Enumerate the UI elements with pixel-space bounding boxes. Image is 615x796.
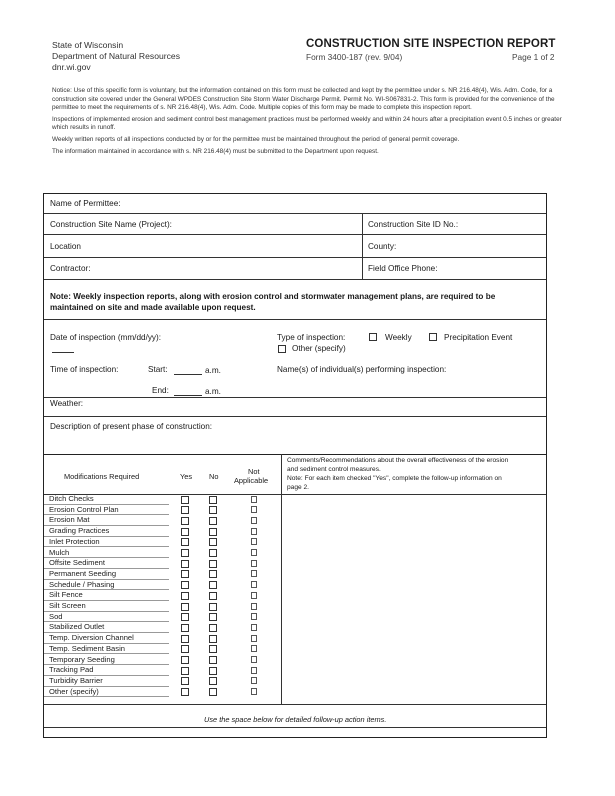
end-time-input-line[interactable] bbox=[174, 395, 202, 396]
no-checkbox[interactable] bbox=[209, 656, 217, 664]
not-applicable-checkbox[interactable] bbox=[251, 560, 257, 567]
divider bbox=[44, 454, 546, 455]
not-applicable-checkbox[interactable] bbox=[251, 603, 257, 610]
not-applicable-checkbox[interactable] bbox=[251, 592, 257, 599]
not-applicable-checkbox[interactable] bbox=[251, 613, 257, 620]
modification-label: Offsite Sediment bbox=[49, 558, 105, 568]
not-applicable-checkbox[interactable] bbox=[251, 656, 257, 663]
table-row bbox=[44, 526, 281, 537]
notices-block bbox=[52, 87, 562, 159]
not-applicable-checkbox[interactable] bbox=[251, 635, 257, 642]
end-am-label: a.m. bbox=[205, 387, 221, 396]
not-applicable-checkbox[interactable] bbox=[251, 538, 257, 545]
row-underline bbox=[44, 696, 169, 697]
yes-checkbox[interactable] bbox=[181, 603, 189, 611]
modifications-table-body bbox=[44, 494, 281, 704]
end-label: End: bbox=[152, 386, 169, 395]
no-checkbox[interactable] bbox=[209, 517, 217, 525]
weather-label: Weather: bbox=[50, 399, 84, 408]
no-checkbox[interactable] bbox=[209, 688, 217, 696]
modification-label: Turbidity Barrier bbox=[49, 675, 103, 685]
divider bbox=[44, 704, 546, 705]
other-type-label: Other (specify) bbox=[292, 344, 346, 353]
yes-checkbox[interactable] bbox=[181, 688, 189, 696]
modification-label: Mulch bbox=[49, 547, 70, 557]
col-na-header-line1: Not bbox=[248, 467, 260, 476]
inspection-type-label: Type of inspection: bbox=[277, 333, 346, 342]
no-checkbox[interactable] bbox=[209, 624, 217, 632]
yes-checkbox[interactable] bbox=[181, 645, 189, 653]
col-yes-header: Yes bbox=[180, 472, 193, 481]
divider bbox=[44, 397, 546, 398]
no-checkbox[interactable] bbox=[209, 677, 217, 685]
page-indicator: Page 1 of 2 bbox=[512, 52, 555, 62]
no-checkbox[interactable] bbox=[209, 645, 217, 653]
yes-checkbox[interactable] bbox=[181, 635, 189, 643]
modification-label: Inlet Protection bbox=[49, 536, 100, 546]
date-label: Date of inspection (mm/dd/yy): bbox=[50, 333, 162, 342]
followup-instruction: Use the space below for detailed follow-up action items. bbox=[204, 715, 387, 724]
divider bbox=[44, 234, 546, 235]
contractor-label: Contractor: bbox=[50, 264, 91, 273]
no-checkbox[interactable] bbox=[209, 635, 217, 643]
table-row bbox=[44, 612, 281, 623]
yes-checkbox[interactable] bbox=[181, 538, 189, 546]
modification-label: Temporary Seeding bbox=[49, 654, 115, 664]
modification-label: Silt Fence bbox=[49, 590, 83, 600]
table-row bbox=[44, 676, 281, 687]
inspector-names-label: Name(s) of individual(s) performing inspection: bbox=[277, 365, 447, 374]
page-title: CONSTRUCTION SITE INSPECTION REPORT bbox=[306, 38, 556, 50]
field-office-phone-label: Field Office Phone: bbox=[368, 264, 438, 273]
modification-label: Other (specify) bbox=[49, 686, 99, 696]
yes-checkbox[interactable] bbox=[181, 581, 189, 589]
not-applicable-checkbox[interactable] bbox=[251, 667, 257, 674]
yes-checkbox[interactable] bbox=[181, 613, 189, 621]
yes-checkbox[interactable] bbox=[181, 570, 189, 578]
yes-checkbox[interactable] bbox=[181, 560, 189, 568]
yes-checkbox[interactable] bbox=[181, 549, 189, 557]
start-am-label: a.m. bbox=[205, 366, 221, 375]
no-checkbox[interactable] bbox=[209, 592, 217, 600]
weekly-checkbox[interactable] bbox=[369, 333, 377, 341]
table-row bbox=[44, 505, 281, 516]
table-row bbox=[44, 601, 281, 612]
not-applicable-checkbox[interactable] bbox=[251, 570, 257, 577]
col-na-header-line2: Applicable bbox=[234, 476, 269, 485]
not-applicable-checkbox[interactable] bbox=[251, 517, 257, 524]
yes-checkbox[interactable] bbox=[181, 677, 189, 685]
divider bbox=[362, 213, 363, 279]
modification-label: Ditch Checks bbox=[49, 494, 94, 503]
precipitation-event-label: Precipitation Event bbox=[444, 333, 513, 342]
not-applicable-checkbox[interactable] bbox=[251, 496, 257, 503]
modification-label: Temp. Sediment Basin bbox=[49, 643, 125, 653]
note-line-1: Note: Weekly inspection reports, along with erosion control and stormwater management plans, are required to be bbox=[50, 292, 496, 301]
no-checkbox[interactable] bbox=[209, 528, 217, 536]
table-row bbox=[44, 655, 281, 666]
table-row bbox=[44, 590, 281, 601]
yes-checkbox[interactable] bbox=[181, 667, 189, 675]
start-time-input-line[interactable] bbox=[174, 374, 202, 375]
modification-label: Permanent Seeding bbox=[49, 568, 117, 578]
no-checkbox[interactable] bbox=[209, 549, 217, 557]
divider bbox=[44, 257, 546, 258]
agency-department: Department of Natural Resources bbox=[52, 51, 181, 61]
table-row bbox=[44, 494, 281, 505]
not-applicable-checkbox[interactable] bbox=[251, 528, 257, 535]
comments-column-divider bbox=[281, 454, 282, 704]
description-label: Description of present phase of construction: bbox=[50, 422, 213, 431]
table-row bbox=[44, 665, 281, 676]
no-checkbox[interactable] bbox=[209, 581, 217, 589]
yes-checkbox[interactable] bbox=[181, 656, 189, 664]
not-applicable-checkbox[interactable] bbox=[251, 506, 257, 513]
table-row bbox=[44, 580, 281, 591]
not-applicable-checkbox[interactable] bbox=[251, 549, 257, 556]
table-row bbox=[44, 558, 281, 569]
divider bbox=[44, 319, 546, 320]
yes-checkbox[interactable] bbox=[181, 506, 189, 514]
county-label: County: bbox=[368, 242, 397, 251]
modification-label: Erosion Control Plan bbox=[49, 504, 119, 514]
yes-checkbox[interactable] bbox=[181, 517, 189, 525]
no-checkbox[interactable] bbox=[209, 496, 217, 504]
divider bbox=[44, 416, 546, 417]
modification-label: Sod bbox=[49, 611, 63, 621]
table-row bbox=[44, 633, 281, 644]
agency-block bbox=[52, 40, 180, 73]
not-applicable-checkbox[interactable] bbox=[251, 677, 257, 684]
weekly-label: Weekly bbox=[385, 333, 412, 342]
modification-label: Temp. Diversion Channel bbox=[49, 633, 134, 643]
site-name-label: Construction Site Name (Project): bbox=[50, 220, 172, 229]
table-row bbox=[44, 548, 281, 559]
comments-header-line3: Note: For each item checked "Yes", complete the follow-up information on bbox=[287, 475, 502, 482]
col-modifications-header: Modifications Required bbox=[64, 472, 140, 481]
precipitation-event-checkbox[interactable] bbox=[429, 333, 437, 341]
date-input-line[interactable] bbox=[52, 352, 74, 353]
divider bbox=[44, 213, 546, 214]
table-row bbox=[44, 537, 281, 548]
comments-header-line2: and sediment control measures. bbox=[287, 466, 381, 473]
divider bbox=[44, 279, 546, 280]
notice-paragraph: The information maintained in accordance with s. NR 216.48(4) must be submitted to the Department upon request. bbox=[52, 147, 379, 155]
not-applicable-checkbox[interactable] bbox=[251, 581, 257, 588]
no-checkbox[interactable] bbox=[209, 538, 217, 546]
yes-checkbox[interactable] bbox=[181, 528, 189, 536]
no-checkbox[interactable] bbox=[209, 570, 217, 578]
table-row bbox=[44, 622, 281, 633]
divider bbox=[44, 727, 546, 728]
yes-checkbox[interactable] bbox=[181, 496, 189, 504]
notice-paragraph: Inspections of implemented erosion and sediment control best management practices must be performed weekly and within 24 hours after a precipitation event 0.5 inches or greater which results in runoff. bbox=[52, 115, 562, 132]
table-row bbox=[44, 644, 281, 655]
agency-state: State of Wisconsin bbox=[52, 40, 124, 50]
yes-checkbox[interactable] bbox=[181, 592, 189, 600]
not-applicable-checkbox[interactable] bbox=[251, 688, 257, 695]
location-label: Location bbox=[50, 242, 81, 251]
no-checkbox[interactable] bbox=[209, 603, 217, 611]
modification-label: Stabilized Outlet bbox=[49, 622, 105, 632]
agency-website: dnr.wi.gov bbox=[52, 62, 91, 72]
modification-label: Schedule / Phasing bbox=[49, 579, 115, 589]
no-checkbox[interactable] bbox=[209, 506, 217, 514]
table-row bbox=[44, 687, 281, 698]
note-line-2: maintained on site and made available upon request. bbox=[50, 303, 256, 312]
permittee-label: Name of Permittee: bbox=[50, 199, 121, 208]
modification-label: Erosion Mat bbox=[49, 515, 90, 525]
modification-label: Silt Screen bbox=[49, 601, 86, 610]
comments-header-line4: page 2. bbox=[287, 484, 309, 491]
not-applicable-checkbox[interactable] bbox=[251, 645, 257, 652]
form-number: Form 3400-187 (rev. 9/04) bbox=[306, 52, 403, 62]
table-row bbox=[44, 515, 281, 526]
table-row bbox=[44, 569, 281, 580]
modification-label: Grading Practices bbox=[49, 526, 110, 536]
notice-paragraph: Weekly written reports of all inspections conducted by or for the permittee must be maintained throughout the period of general permit coverage. bbox=[52, 135, 460, 143]
form-frame bbox=[43, 193, 547, 738]
time-label: Time of inspection: bbox=[50, 365, 119, 374]
site-id-label: Construction Site ID No.: bbox=[368, 220, 459, 229]
yes-checkbox[interactable] bbox=[181, 624, 189, 632]
notice-paragraph: Notice: Use of this specific form is voluntary, but the information contained on this form must be collected and kept by the permittee under s. NR 216.48(4), Wis. Adm. Code, for a construction site covered under the General WPDES Construction Site Storm Water Discharge Permit. Permit No. WI-S067831-2. This form is provided for the convenience of the permittee to meet the requirements of s. NR 216.48(4), Wis. Adm. Code. Multiple copies of this form may be made to complete this inspection report. bbox=[52, 87, 555, 112]
no-checkbox[interactable] bbox=[209, 667, 217, 675]
modification-label: Tracking Pad bbox=[49, 665, 94, 675]
no-checkbox[interactable] bbox=[209, 613, 217, 621]
comments-header-line1: Comments/Recommendations about the overall effectiveness of the erosion bbox=[287, 457, 509, 464]
col-no-header: No bbox=[209, 472, 219, 481]
not-applicable-checkbox[interactable] bbox=[251, 624, 257, 631]
no-checkbox[interactable] bbox=[209, 560, 217, 568]
start-label: Start: bbox=[148, 365, 168, 374]
other-type-checkbox[interactable] bbox=[278, 345, 286, 353]
